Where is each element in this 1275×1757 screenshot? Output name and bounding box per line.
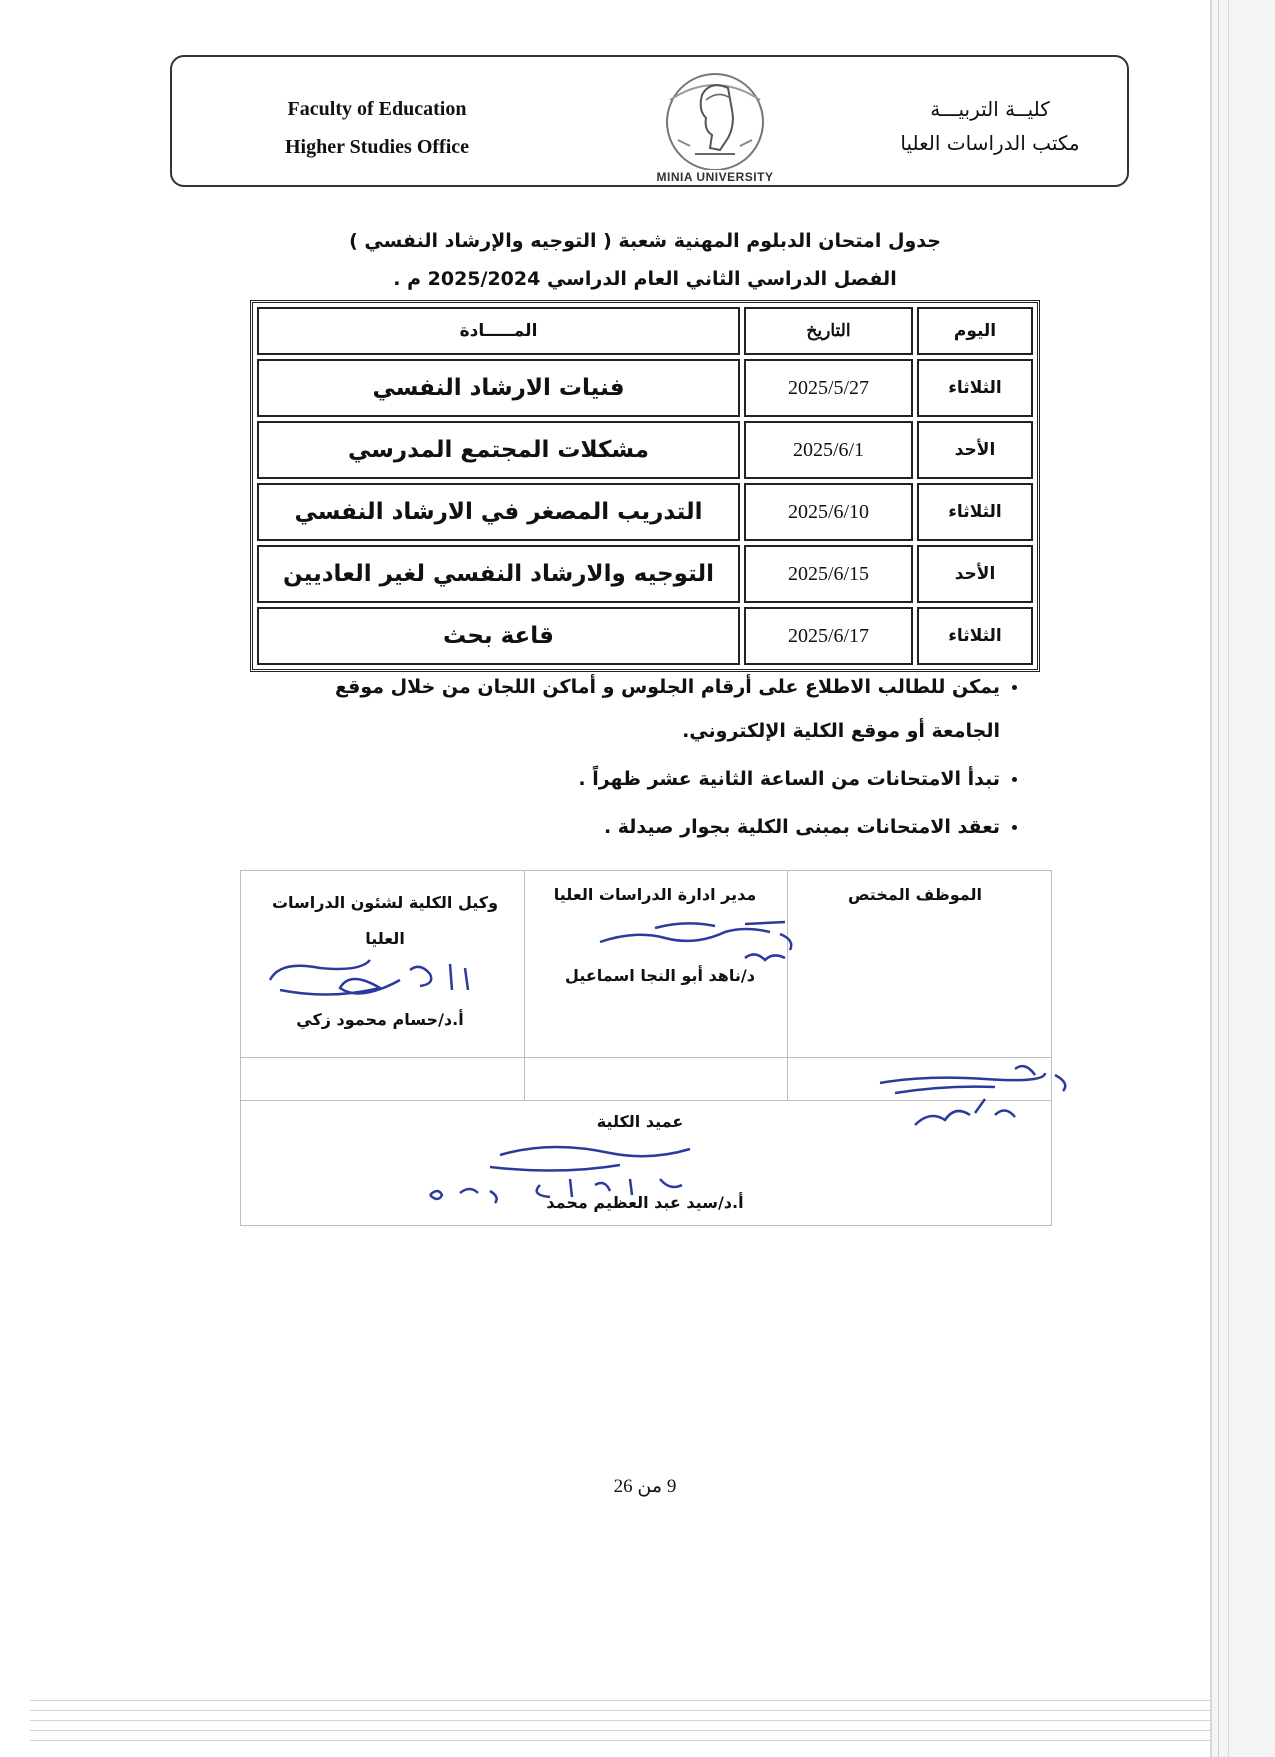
- page-edge: [1218, 0, 1219, 1757]
- table-header-row: [257, 307, 1033, 355]
- cell-subject: مشكلات المجتمع المدرسي: [257, 421, 740, 479]
- manager-signature: [595, 910, 805, 980]
- cell-subject: التدريب المصغر في الارشاد النفسي: [257, 483, 740, 541]
- dean-name: أ.د/سيد عبد العظيم محمد: [546, 1193, 744, 1212]
- cell-subject: قاعة بحث: [257, 607, 740, 665]
- cell-date: 2025/6/10: [744, 483, 913, 541]
- dean-title: عميد الكلية: [596, 1112, 684, 1131]
- letterhead-arabic: [880, 92, 1100, 160]
- table-row: [257, 359, 1033, 417]
- cell-date: 2025/5/27: [744, 359, 913, 417]
- note-item: • تبدأ الامتحانات من الساعة الثانية عشر ظهراً .: [280, 757, 1000, 801]
- vice-dean-title: وكيل الكلية لشئون الدراسات العليا: [271, 893, 499, 948]
- logo-caption: MINIA UNIVERSITY: [645, 170, 785, 184]
- manager-name: د/ناهد أبو النجا اسماعيل: [565, 966, 755, 985]
- note-item: • تعقد الامتحانات بمبنى الكلية بجوار صيدلة .: [280, 805, 1000, 849]
- header-date: التاريخ: [744, 307, 913, 355]
- letterhead-english: [262, 90, 492, 166]
- dean-signature: [420, 1135, 750, 1210]
- notes-list: [280, 665, 1030, 853]
- header-day: اليوم: [917, 307, 1033, 355]
- cell-day: الأحد: [917, 421, 1033, 479]
- employee-signature: [875, 1055, 1075, 1135]
- vice-dean-name: أ.د/حسام محمود زكي: [296, 1010, 464, 1029]
- cell-subject: فنيات الارشاد النفسي: [257, 359, 740, 417]
- table-row: [257, 545, 1033, 603]
- table-row: [257, 421, 1033, 479]
- faculty-name-ar: كليــة التربيـــة: [930, 97, 1050, 121]
- employee-title: الموظف المختص: [847, 885, 983, 904]
- column-divider: [787, 871, 788, 1101]
- cell-day: الثلاثاء: [917, 483, 1033, 541]
- manager-title: مدير ادارة الدراسات العليا: [553, 885, 757, 904]
- cell-day: الثلاثاء: [917, 607, 1033, 665]
- document-subtitle: الفصل الدراسي الثاني العام الدراسي 2025/2024 م .: [393, 268, 897, 290]
- faculty-name-en: Faculty of Education: [287, 98, 467, 120]
- vice-dean-signature: [260, 950, 490, 1010]
- column-divider: [524, 871, 525, 1101]
- cell-date: 2025/6/17: [744, 607, 913, 665]
- cell-subject: التوجيه والارشاد النفسي لغير العاديين: [257, 545, 740, 603]
- header-subject: المـــــادة: [257, 307, 740, 355]
- page-number: 9 من 26: [613, 1476, 677, 1497]
- office-name-en: Higher Studies Office: [284, 136, 470, 158]
- cell-day: الثلاثاء: [917, 359, 1033, 417]
- office-name-ar: مكتب الدراسات العليا: [900, 131, 1080, 155]
- table-row: [257, 483, 1033, 541]
- table-row: [257, 607, 1033, 665]
- cell-date: 2025/6/15: [744, 545, 913, 603]
- cell-day: الأحد: [917, 545, 1033, 603]
- cell-date: 2025/6/1: [744, 421, 913, 479]
- exam-schedule-table: [250, 300, 1040, 672]
- document-title: جدول امتحان الدبلوم المهنية شعبة ( التوجيه والإرشاد النفسي ): [349, 230, 941, 252]
- stacked-page-edges: [30, 1700, 1210, 1757]
- page-edge: [1228, 0, 1229, 1757]
- note-item: • يمكن للطالب الاطلاع على أرقام الجلوس و أماكن اللجان من خلال موقع الجامعة أو موقع الكلية الإلكتروني.: [280, 665, 1000, 753]
